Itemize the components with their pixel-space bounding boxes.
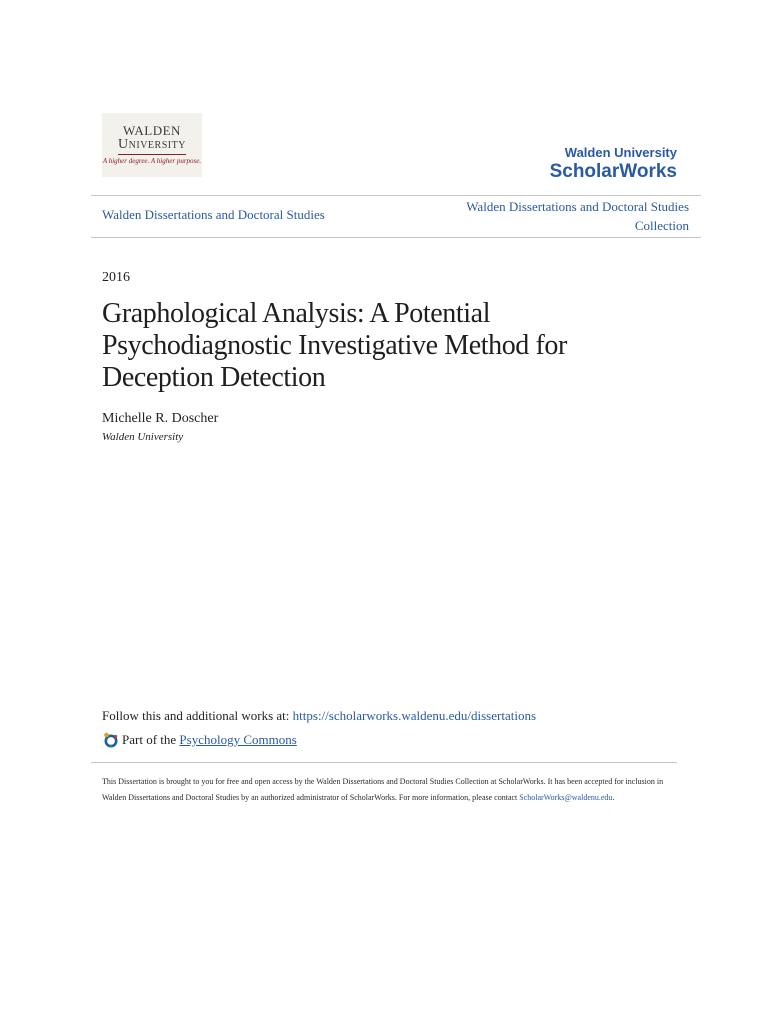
title-line-2: Psychodiagnostic Investigative Method for	[102, 330, 567, 361]
publication-year: 2016	[102, 270, 130, 285]
scholarworks-brand[interactable]	[550, 145, 677, 183]
title-line-3: Deception Detection	[102, 362, 326, 393]
collection-link-line1: Walden Dissertations and Doctoral Studies	[466, 199, 689, 214]
collection-link-line2: Collection	[634, 218, 689, 233]
logo-rule	[118, 154, 186, 155]
title-line-1: Graphological Analysis: A Potential	[102, 298, 491, 329]
header-divider-top	[91, 195, 701, 196]
header-divider-bottom	[91, 237, 701, 238]
walden-university-logo[interactable]	[102, 113, 202, 177]
partof-label: Part of the	[122, 732, 180, 747]
dissertations-link[interactable]: Walden Dissertations and Doctoral Studies	[102, 207, 325, 222]
access-notice	[102, 774, 677, 805]
author-name: Michelle R. Doscher	[102, 411, 219, 426]
commons-network-icon	[102, 731, 120, 749]
logo-line-walden: WALDEN	[123, 123, 181, 138]
part-of-line	[102, 731, 297, 749]
dissertations-url-link[interactable]: https://scholarworks.waldenu.edu/dissertations	[292, 708, 537, 723]
brand-scholarworks: ScholarWorks	[549, 161, 677, 182]
scholarworks-email-link[interactable]: ScholarWorks@waldenu.edu	[519, 792, 613, 802]
logo-tagline: A higher degree. A higher purpose.	[102, 157, 202, 165]
follow-label: Follow this and additional works at:	[102, 708, 293, 723]
author-affiliation: Walden University	[102, 431, 184, 443]
follow-line	[102, 708, 536, 724]
collection-link[interactable]	[389, 197, 689, 235]
notice-end: .	[612, 792, 615, 802]
document-title	[102, 298, 662, 394]
footer-divider	[91, 762, 677, 763]
notice-text: This Dissertation is brought to you for free and open access by the Walden Dissertations and Doctoral Studies Collection at ScholarWorks. It has been accepted for inclusion in Walden Dissertations and Doctoral Studies by an authorized administrator of ScholarWorks. For more information, please contact	[102, 777, 664, 802]
brand-university: Walden University	[564, 145, 677, 160]
psychology-commons-link[interactable]: Psychology Commons	[179, 732, 297, 747]
logo-line-university: University	[118, 137, 186, 152]
